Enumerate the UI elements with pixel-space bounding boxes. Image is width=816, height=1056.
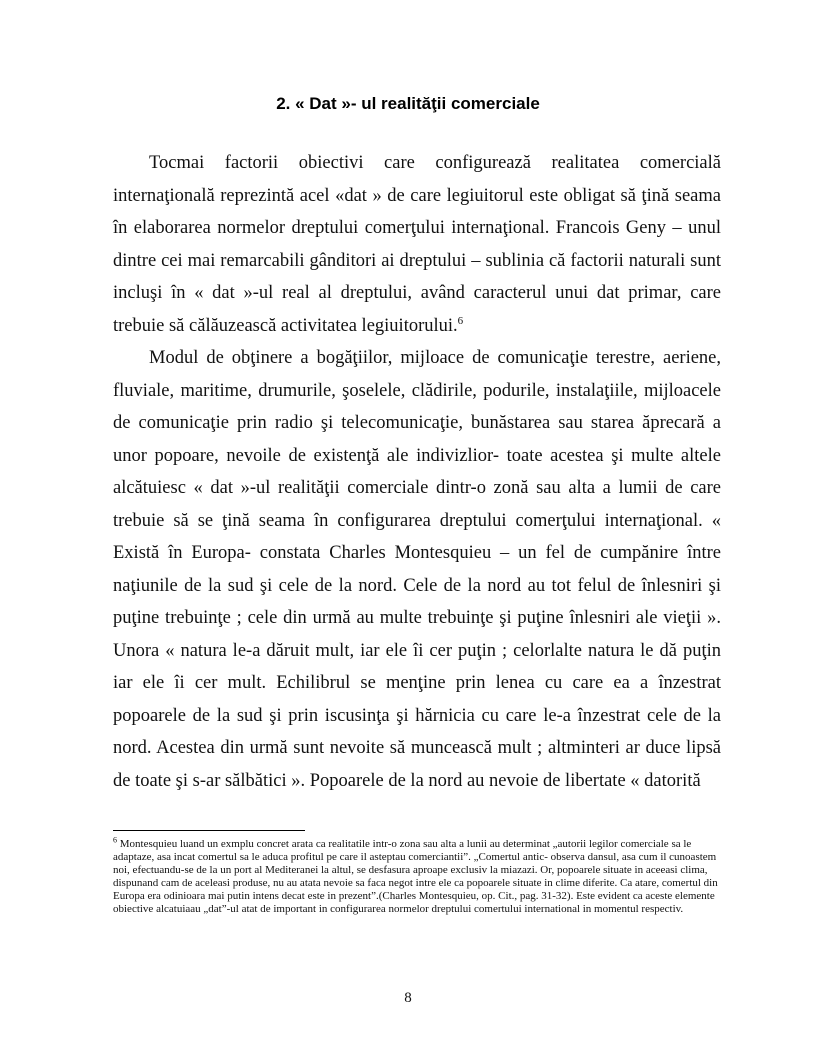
body-text <box>113 147 721 797</box>
footnote-separator <box>113 830 305 831</box>
footnote-reference[interactable]: 6 <box>457 314 464 327</box>
section-heading: 2. « Dat »- ul realităţii comerciale <box>276 94 540 113</box>
paragraph: Modul de obţinere a bogăţiilor, mijloace de comunicaţie terestre, aeriene, fluviale, maritime, drumurile, şoselele, clădirile, podurile, instalaţiile, mijloacele de comunicaţie prin radio şi telecomunicaţie, bunăstarea sau starea ăprecară a unor popoare, nevoile de existenţă ale indivizlior- toate acestea şi multe altele alcătuiesc « dat »-ul realităţii comerciale dintr-o zonă sau alta a lumii de care trebuie să se ţină seama în configurarea dreptului comerţului internaţional. « Există în Europa- constata Charles Montesquieu – un fel de cumpănire între naţiunile de la sud şi cele de la nord. Cele de la nord au tot felul de înlesniri şi puţine trebuinţe ; cele din urmă au multe trebuinţe şi puţine înlesniri ale vieţii ». Unora « natura le-a dăruit mult, iar ele îi cer puţin ; celorlalte natura le dă puţin iar ele îi cer mult. Echilibrul se menţine prin lenea cu care ea a înzestrat popoarele de la sud şi prin iscusinţa şi hărnicia cu care le-a înzestrat cele de la nord. Acestea din urmă sunt nevoite să muncească mult ; altminteri ar duce lipsă de toate şi s-ar sălbătici ». Popoarele de la nord au nevoie de libertate « datorită <box>113 348 721 791</box>
paragraph: Tocmai factorii obiectivi care configurează realitatea comercială internaţională reprezintă acel «dat » de care legiuitorul este obligat să ţină seama în elaborarea normelor dreptului comerţului internaţional. Francois Geny – unul dintre cei mai remarcabili gânditori ai dreptului – sublinia că factorii naturali sunt incluşi în « dat »-ul real al dreptului, având caracterul unui dat primar, care trebuie să călăuzească activitatea legiuitorului.$^6$ <box>113 153 721 336</box>
footnote-text: Montesquieu luand un exmplu concret arata ca realitatile intr-o zona sau alta a lunii au determinat „autorii legilor comerciale sa le adaptaze, asa incat comertul sa le aduca profitul pe care il asteptau comerciantii”. „Comertul antic- observa dansul, asa cum il cunoastem noi, efectuandu-se de la un port al Mediteranei la altul, se desfasura aproape exclusiv la miazazi. Or, popoarele situate in aceeasi clima, dispunand cam de aceleasi produse, nu au atata nevoie sa faca negot intre ele ca popoarele situate in clime diferite. Ca atare, comertul din Europa era odinioara mai putin intens decat este in prezent”.(Charles Montesquieu, op. Cit., pag. 31-32). Este evident ca aceste elemente obiective alcatuiaau „dat”-ul atat de important in configurarea normelor dreptului comertului international in momentul respectiv. <box>113 838 718 916</box>
footnote-number: 6 <box>113 835 117 845</box>
footnote <box>113 835 721 917</box>
page-number: 8 <box>404 990 412 1006</box>
